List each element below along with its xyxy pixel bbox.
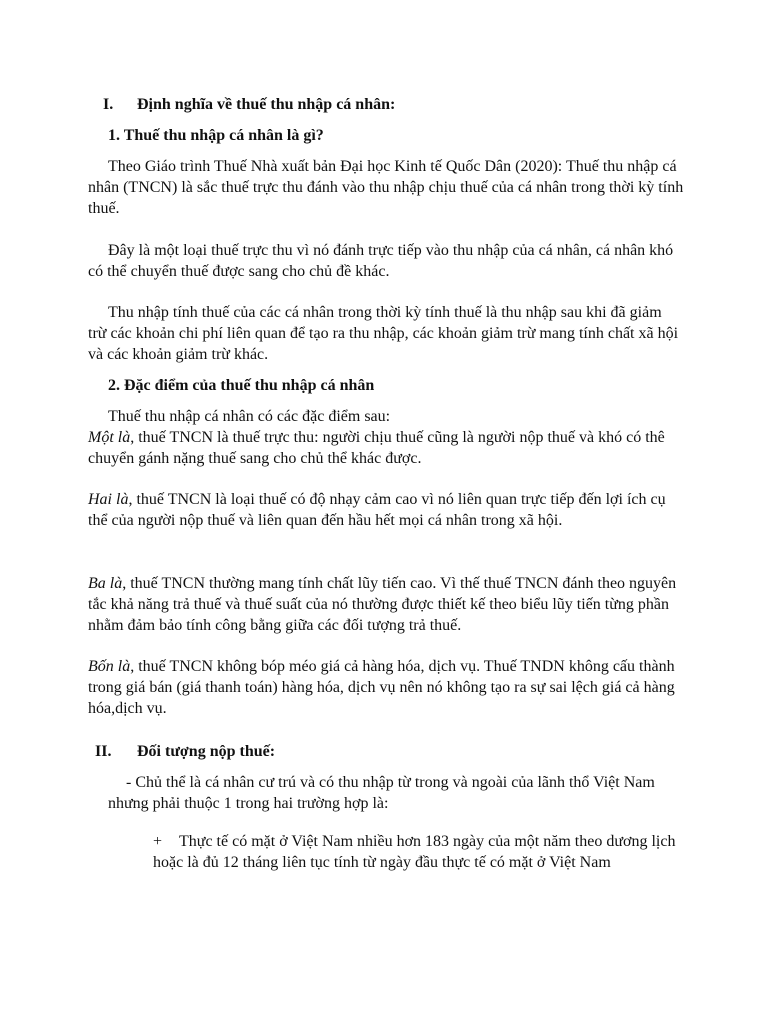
paragraph: Đây là một loại thuế trực thu vì nó đánh trực tiếp vào thu nhập của cá nhân, cá nhân khó có thể chuyển thuế được sang cho chủ đề khác. (88, 242, 674, 280)
item-lead: Bốn là (88, 658, 131, 675)
paragraph: Thuế thu nhập cá nhân có các đặc điểm sau: (108, 408, 391, 425)
subheading-1: 1. Thuế thu nhập cá nhân là gì? (108, 127, 324, 144)
list-item (88, 489, 684, 531)
section-heading-1 (103, 94, 663, 115)
plus-item-text: Thực tế có mặt ở Việt Nam nhiều hơn 183 ngày của một năm theo dương lịch hoặc là đủ 12 tháng liên tục tính từ ngày đầu thực tế có mặt ở Việt Nam (153, 833, 676, 871)
plus-bullet: + (153, 833, 163, 850)
item-lead: Ba là (88, 575, 123, 592)
plus-list-item (153, 831, 684, 873)
item-lead: Hai là (88, 491, 129, 508)
paragraph: Thu nhập tính thuế của các cá nhân trong thời kỳ tính thuế là thu nhập sau khi đã giảm trừ các khoản chi phí liên quan để tạo ra thu nhập, các khoản giảm trừ mang tính chất xã hội và các khoản giảm trừ khác. (88, 304, 679, 363)
subheading-2: 2. Đặc điểm của thuế thu nhập cá nhân (108, 377, 375, 394)
section-title: Đối tượng nộp thuế: (137, 743, 276, 760)
item-text: , thuế TNCN thường mang tính chất lũy tiến cao. Vì thế thuế TNCN đánh theo nguyên tắc khả năng trả thuế và thuế suất của nó thường được thiết kế theo biểu lũy tiến từng phần nhằm đảm bảo tính công bằng giữa các đối tượng trả thuế. (88, 575, 677, 634)
dash-list-item: - Chủ thể là cá nhân cư trú và có thu nhập từ trong và ngoài của lãnh thổ Việt Nam nhưng phải thuộc 1 trong hai trường hợp là: (108, 774, 655, 812)
section-numeral: I. (103, 96, 114, 113)
section-numeral: II. (95, 743, 112, 760)
list-item (88, 656, 684, 719)
list-item (88, 427, 684, 469)
section-title: Định nghĩa về thuế thu nhập cá nhân: (137, 96, 396, 113)
item-lead: Một là (88, 429, 131, 446)
list-item (88, 573, 684, 636)
section-heading-2 (95, 741, 655, 762)
paragraph: Theo Giáo trình Thuế Nhà xuất bản Đại học Kinh tế Quốc Dân (2020): Thuế thu nhập cá nhân (TNCN) là sắc thuế trực thu đánh vào thu nhập chịu thuế của cá nhân trong thời kỳ tính thuế. (88, 158, 684, 217)
item-text: , thuế TNCN là thuế trực thu: người chịu thuế cũng là người nộp thuế và khó có thê chuyển gánh nặng thuế sang cho chủ thể khác được. (88, 429, 665, 467)
item-text: , thuế TNCN là loại thuế có độ nhạy cảm cao vì nó liên quan trực tiếp đến lợi ích cụ thể của người nộp thuế và liên quan đến hầu hết mọi cá nhân trong xã hội. (88, 491, 666, 529)
item-text: , thuế TNCN không bóp méo giá cả hàng hóa, dịch vụ. Thuế TNDN không cấu thành trong giá bán (giá thanh toán) hàng hóa, dịch vụ nên nó không tạo ra sự sai lệch giá cả hàng hóa,dịch vụ. (88, 658, 675, 717)
